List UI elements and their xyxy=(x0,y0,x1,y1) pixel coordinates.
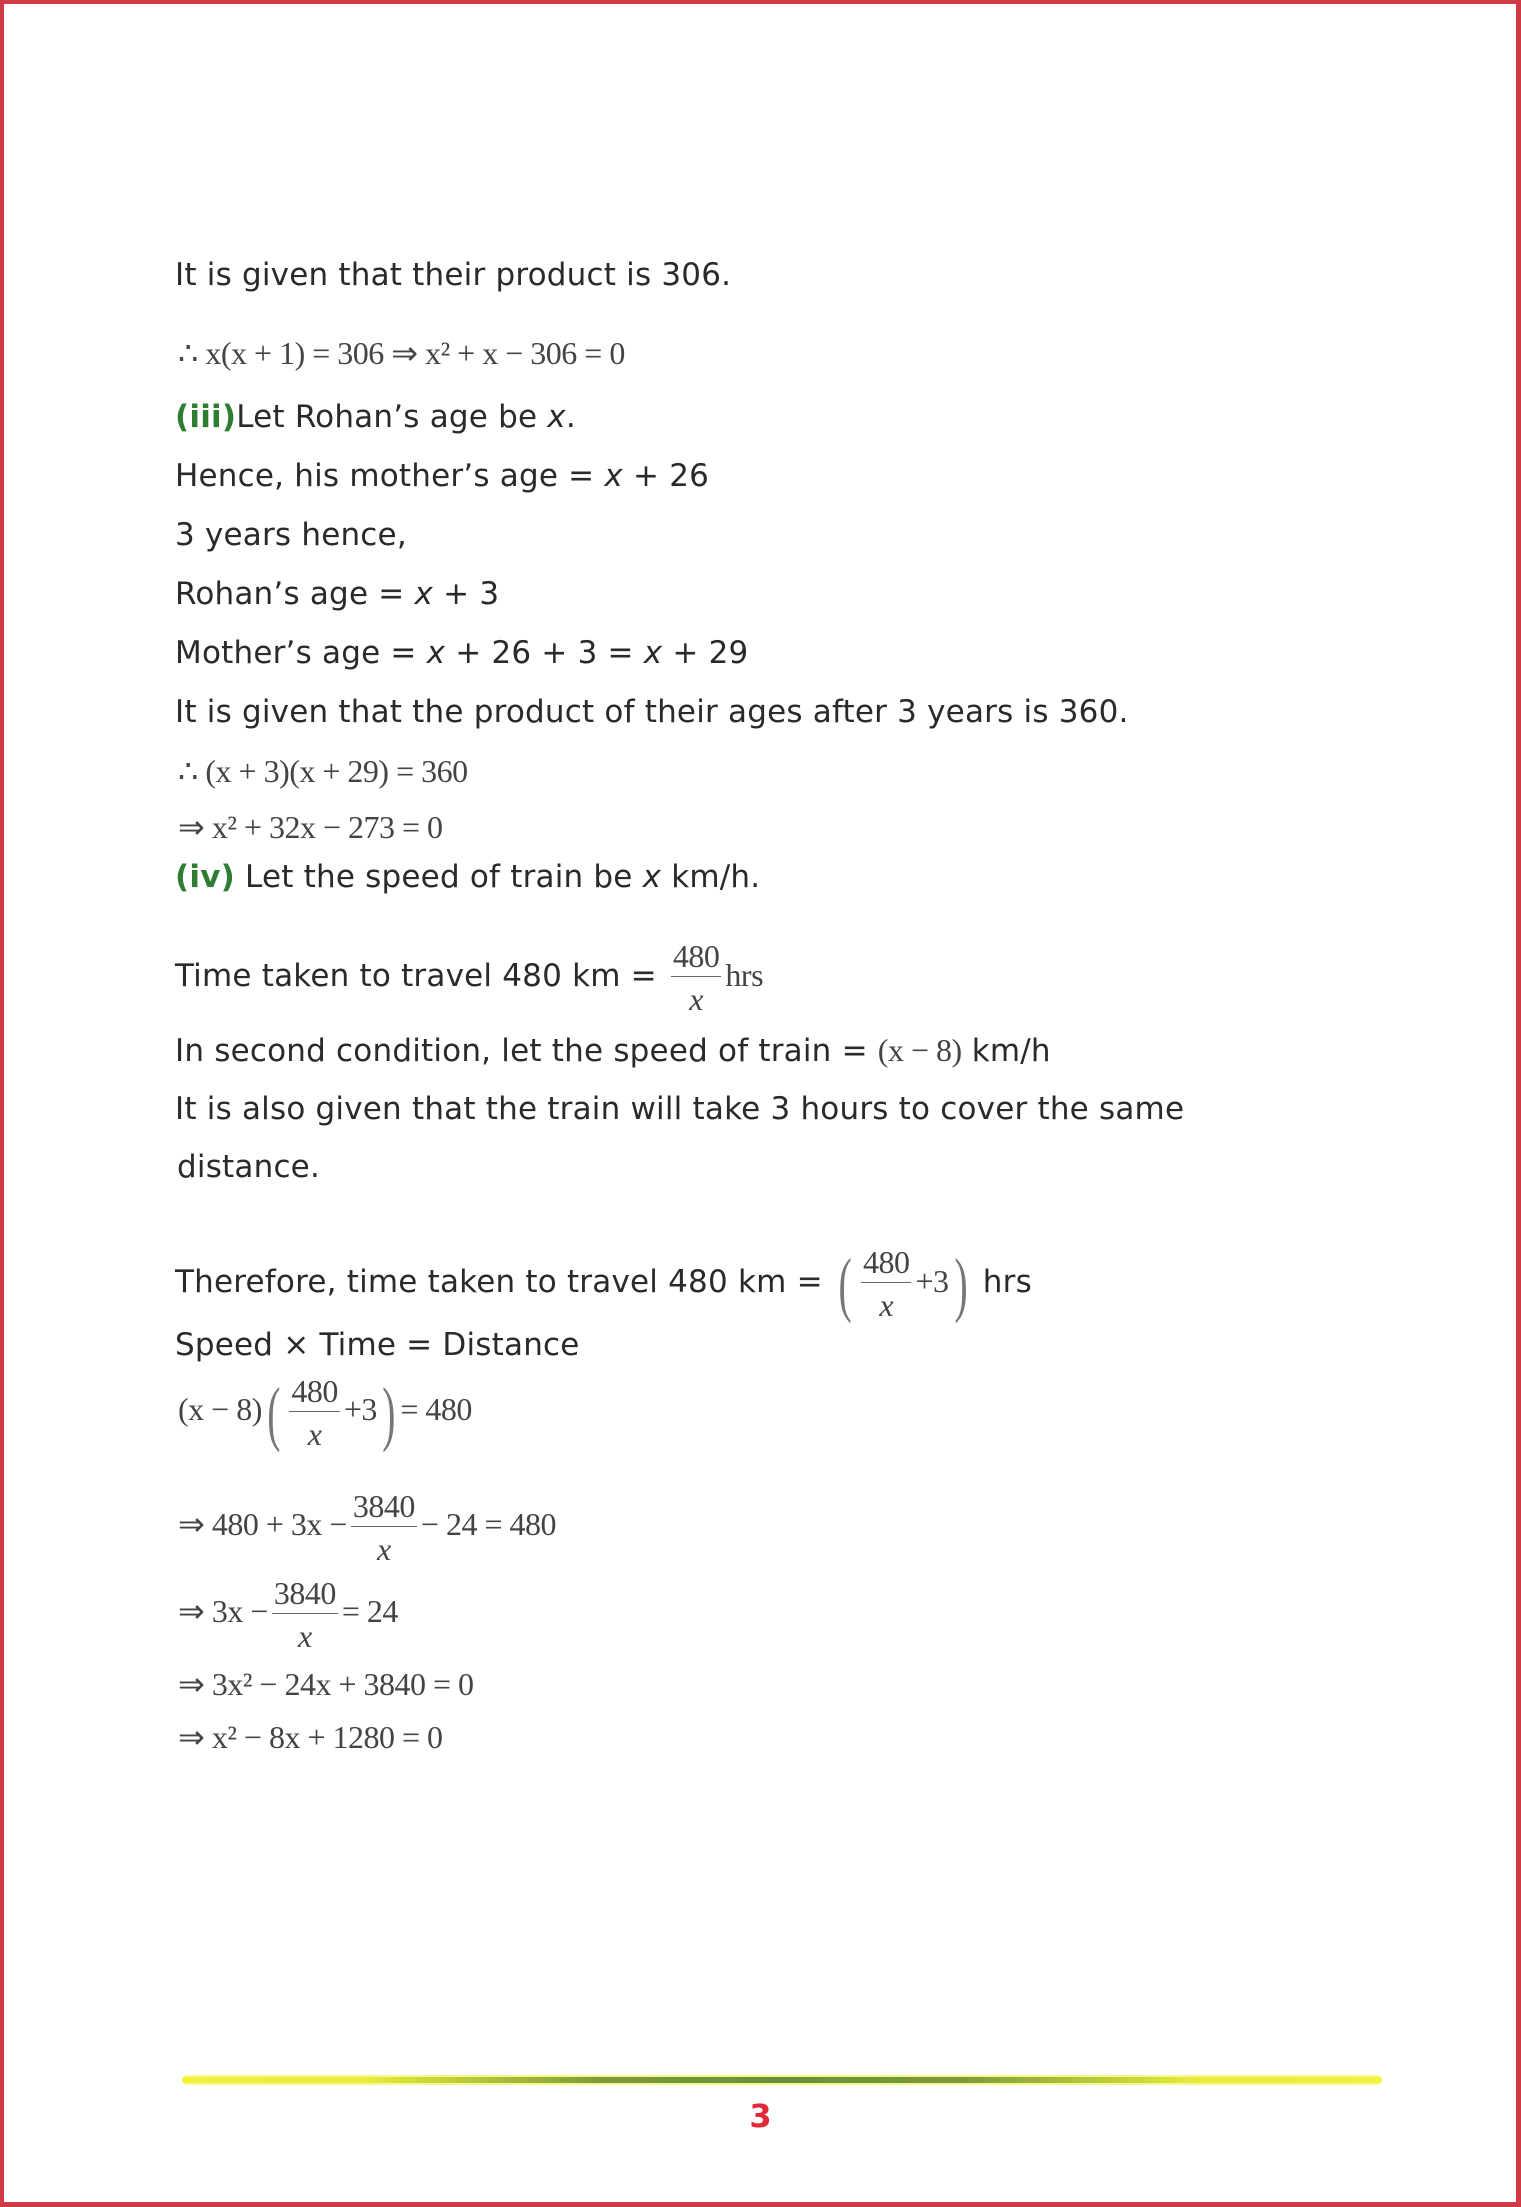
text-segment: Therefore, time taken to travel 480 km = xyxy=(175,1264,833,1300)
text-mother-age xyxy=(175,458,709,494)
text-distance: distance. xyxy=(177,1149,321,1185)
variable-x: x xyxy=(604,458,623,494)
fraction-numerator: 3840 xyxy=(351,1490,417,1527)
unit-hrs: hrs xyxy=(972,1264,1032,1300)
fraction-480-over-x xyxy=(861,1246,912,1321)
part-iii-text: Let Rohan’s age be xyxy=(236,399,548,435)
variable-x: x xyxy=(547,399,566,435)
text-product-given: It is given that their product is 306. xyxy=(175,257,732,293)
equation-quadratic-final: ⇒ x² − 8x + 1280 = 0 xyxy=(178,1719,443,1755)
fraction-numerator: 480 xyxy=(861,1246,912,1283)
part-iv-intro xyxy=(175,859,760,895)
part-iii-label: (iii) xyxy=(175,399,237,435)
text-time-taken xyxy=(175,940,763,1015)
fraction-denominator: x xyxy=(689,981,703,1017)
text-therefore-time xyxy=(175,1243,1032,1324)
fraction-480-over-x xyxy=(289,1375,340,1450)
fraction-numerator: 480 xyxy=(671,940,722,977)
text-segment: Mother’s age = xyxy=(175,635,427,671)
equation-simplified xyxy=(178,1577,398,1652)
text-segment: + 3 xyxy=(433,576,500,612)
unit-hrs: hrs xyxy=(725,957,764,993)
math-x-minus-8: (x − 8) xyxy=(877,1032,962,1068)
fraction-denominator: x xyxy=(377,1531,391,1567)
math-segment: ⇒ 3x − xyxy=(178,1592,268,1629)
math-segment: = 24 xyxy=(341,1592,398,1629)
variable-x: x xyxy=(642,859,662,895)
footer-divider xyxy=(182,2077,1382,2083)
part-iii-period: . xyxy=(565,399,576,435)
variable-x: x xyxy=(643,635,663,671)
paren-close: ) xyxy=(382,1372,396,1453)
math-equals-480: = 480 xyxy=(400,1390,472,1427)
math-segment: − 24 = 480 xyxy=(420,1505,556,1542)
text-mother-age-future xyxy=(175,635,748,671)
fraction-denominator: x xyxy=(307,1416,322,1452)
math-x-minus-8: (x − 8) xyxy=(178,1390,262,1427)
text-also-given: It is also given that the train will take 3 hours to cover the same xyxy=(175,1091,1185,1127)
equation-ages-product: ∴ (x + 3)(x + 29) = 360 xyxy=(178,753,468,789)
part-iii-intro xyxy=(175,399,576,435)
fraction-denominator: x xyxy=(879,1287,894,1323)
text-product-ages: It is given that the product of their ages after 3 years is 360. xyxy=(175,694,1129,730)
text-rohan-age xyxy=(175,576,499,612)
math-segment: ⇒ 480 + 3x − xyxy=(178,1505,347,1542)
text-segment: + 29 xyxy=(662,635,749,671)
text-segment: In second condition, let the speed of train = xyxy=(175,1033,878,1069)
equation-product: ∴ x(x + 1) = 306 ⇒ x² + x − 306 = 0 xyxy=(178,335,625,371)
text-segment: + 26 xyxy=(622,458,710,494)
text-segment: Time taken to travel 480 km = xyxy=(175,958,667,994)
paren-open: ( xyxy=(267,1372,281,1453)
variable-x: x xyxy=(414,576,434,612)
part-iv-text: Let the speed of train be xyxy=(234,859,643,895)
part-iv-text-end: km/h. xyxy=(661,859,761,895)
math-plus-3: +3 xyxy=(343,1390,377,1427)
equation-quadratic-3x: ⇒ 3x² − 24x + 3840 = 0 xyxy=(178,1666,474,1702)
equation-speed-time xyxy=(178,1372,472,1453)
fraction-3840-over-x xyxy=(351,1490,417,1565)
part-iv-label: (iv) xyxy=(175,859,235,895)
math-plus-3: +3 xyxy=(915,1263,949,1299)
fraction-numerator: 480 xyxy=(289,1375,340,1412)
fraction-denominator: x xyxy=(298,1618,312,1654)
text-segment: Hence, his mother’s age = xyxy=(175,458,605,494)
variable-x: x xyxy=(426,635,446,671)
equation-ages-quadratic: ⇒ x² + 32x − 273 = 0 xyxy=(178,809,443,845)
text-segment: + 26 + 3 = xyxy=(445,635,644,671)
equation-expanded xyxy=(178,1490,556,1565)
text-three-years: 3 years hence, xyxy=(175,517,407,553)
text-speed-time-distance: Speed × Time = Distance xyxy=(175,1327,580,1363)
page-number: 3 xyxy=(749,2097,772,2135)
paren-close: ) xyxy=(953,1243,968,1324)
fraction-480-over-x xyxy=(671,940,722,1015)
fraction-numerator: 3840 xyxy=(272,1577,338,1614)
text-second-condition xyxy=(175,1032,1051,1069)
text-segment: km/h xyxy=(961,1033,1051,1069)
fraction-3840-over-x xyxy=(272,1577,338,1652)
paren-open: ( xyxy=(838,1243,852,1324)
text-segment: Rohan’s age = xyxy=(175,576,415,612)
